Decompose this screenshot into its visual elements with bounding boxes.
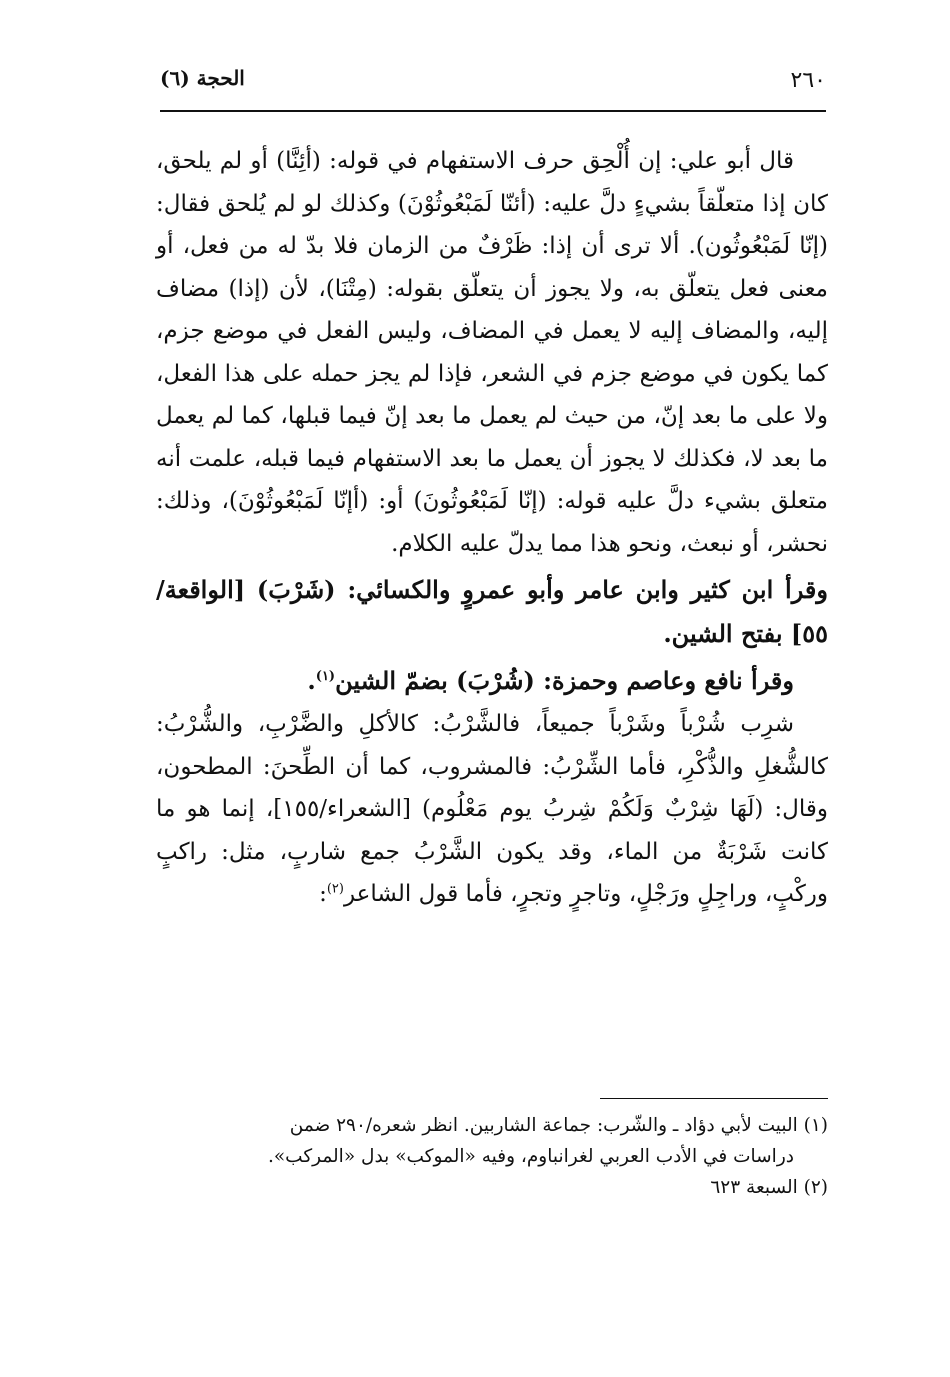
footnote-ref-1[interactable]: (١) <box>315 669 336 684</box>
footnote-1-continued <box>156 1141 828 1172</box>
reading-damm-end: . <box>307 666 316 695</box>
reading-fath: وقرأ ابن كثير وابن عامر وأبو عمروٍ والكسائي: (شَرْبَ) [الواقعة/٥٥] بفتح الشين. <box>156 575 828 648</box>
main-text <box>156 140 828 916</box>
page-header <box>160 60 826 102</box>
paragraph-shurb <box>156 703 828 916</box>
footnote-ref-2[interactable]: (٢) <box>326 881 344 897</box>
page-number: ٢٦٠ <box>790 68 826 93</box>
footnote-2-line1: (٢) السبعة ٦٢٣ <box>710 1177 828 1198</box>
footnote-1-line2: دراسات في الأدب العربي لغرانباوم، وفيه «الموكب» بدل «المركب». <box>267 1146 794 1167</box>
reading-damm <box>156 659 828 703</box>
header-rule <box>160 110 826 112</box>
reading-damm-text: وقرأ نافع وعاصم وحمزة: (شُرْبَ) بضمّ الشين <box>335 666 794 695</box>
footnotes <box>156 1110 828 1203</box>
paragraph-shurb-end: : <box>319 881 327 907</box>
paragraph-abu-ali: قال أبو علي: إن أُلْحِق حرف الاستفهام في قوله: (أئِنَّا) أو لم يلحق، كان إذا متعلّقاً بشيءٍ دلَّ عليه: (أئنّا لَمَبْعُوثُوْنَ) وكذلك لو لم يُلحق فقال: (إنّا لَمَبْعُوثُون). ألا ترى أن إذا: ظَرْفٌ من الزمان فلا بدّ له من فعل، أو معنى فعل يتعلّق به، ولا يجوز أن يتعلّق بقوله: (مِتْنَا)، لأن (إذا) مضاف إليه، والمضاف إليه لا يعمل في المضاف، وليس الفعل في موضع جزم، كما يكون في موضع جزم في الشعر، فإذا لم يجز حمله على هذا الفعل، ولا على ما بعد إنّ، من حيث لم يعمل ما بعد إنّ فيما قبلها، كما لم يعمل ما بعد لا، فكذلك لا يجوز أن يعمل ما بعد الاستفهام فيما قبله، علمت أنه متعلق بشيء دلَّ عليه قوله: (إنّا لَمَبْعُوثُونَ) أو: (أإنّا لَمَبْعُوثُوْنَ)، وذلك: نحشر، أو نبعث، ونحو هذا مما يدلّ عليه الكلام. <box>156 148 828 557</box>
footnote-2 <box>156 1172 828 1203</box>
footnote-1-line1: (١) البيت لأبي دؤاد ـ والشّرب: جماعة الشاربين. انظر شعره/٢٩٠ ضمن <box>289 1115 828 1136</box>
paragraph-shurb-text: شرِب شُرْباً وشَرْباً جميعاً، فالشَّرْبُ: كالأكلِ والضَّرْبِ، والشُّرْبُ: كالشُّغلِ والذُّكْرِ، فأما الشِّرْبُ: فالمشروب، كما أن الطِّحنَ: المطحون، وقال: (لَهَا شِرْبٌ وَلَكُمْ شِربُ يوم مَعْلُوم) [الشعراء/١٥٥]، إنما هو ما كانت شَرْبَةٌ من الماء، وقد يكون الشَّرْبُ جمع شاربٍ، مثل: راكبٍ وركْبٍ، وراجِلٍ ورَجْلٍ، وتاجرٍ وتجرٍ، فأما قول الشاعر <box>156 711 829 907</box>
footnote-1 <box>156 1110 828 1141</box>
running-title: الحجة (٦) <box>160 66 245 90</box>
footnote-rule <box>600 1098 828 1099</box>
